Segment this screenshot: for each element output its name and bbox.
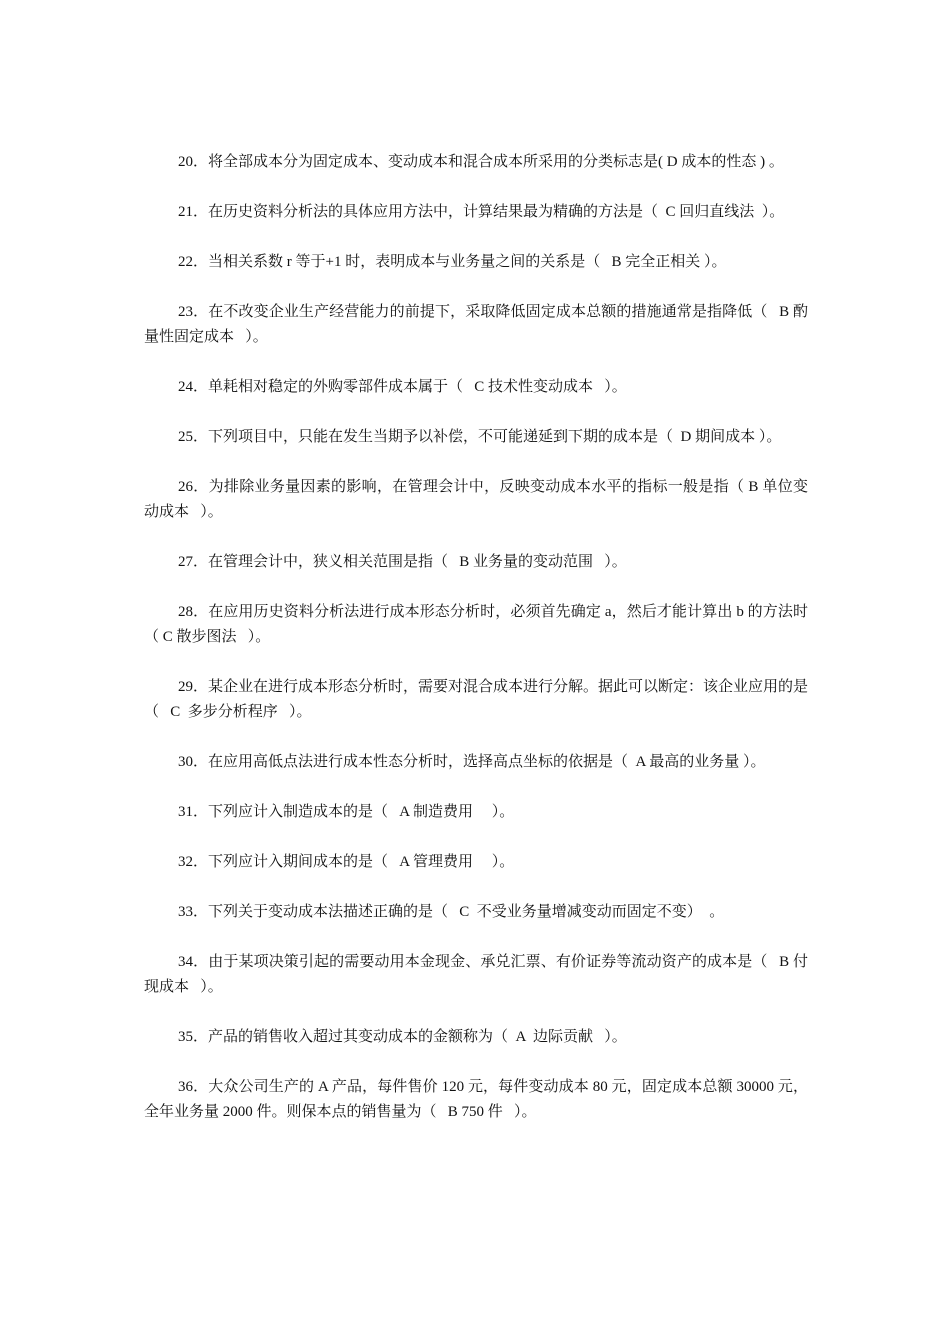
question-28: 28．在应用历史资料分析法进行成本形态分析时，必须首先确定 a，然后才能计算出 b 的方法时（ C 散步图法 ）。 [144,604,808,645]
question-25: 25．下列项目中，只能在发生当期予以补偿，不可能递延到下期的成本是（ D 期间成本 ）。 [178,429,782,445]
question-23: 23．在不改变企业生产经营能力的前提下，采取降低固定成本总额的措施通常是指降低（ B 酌量性固定成本 ）。 [144,304,808,345]
question-27: 27．在管理会计中，狭义相关范围是指（ B 业务量的变动范围 ）。 [178,554,627,570]
question-29: 29．某企业在进行成本形态分析时，需要对混合成本进行分解。据此可以断定：该企业应用的是（ C 多步分析程序 ）。 [144,679,809,720]
question-21: 21．在历史资料分析法的具体应用方法中，计算结果最为精确的方法是（ C 回归直线法 ）。 [178,204,785,220]
question-24: 24．单耗相对稳定的外购零部件成本属于（ C 技术性变动成本 ）。 [178,379,627,395]
question-20: 20．将全部成本分为固定成本、变动成本和混合成本所采用的分类标志是( D 成本的性态 ) 。 [178,154,784,170]
question-31: 31．下列应计入制造成本的是（ A 制造费用 ）。 [178,804,515,820]
question-34: 34．由于某项决策引起的需要动用本金现金、承兑汇票、有价证券等流动资产的成本是（ B 付现成本 ）。 [144,954,808,995]
question-32: 32．下列应计入期间成本的是（ A 管理费用 ）。 [178,854,515,870]
question-30: 30．在应用高低点法进行成本性态分析时，选择高点坐标的依据是（ A 最高的业务量 ）。 [178,754,766,770]
question-35: 35．产品的销售收入超过其变动成本的金额称为（ A 边际贡献 ）。 [178,1029,627,1045]
question-list [144,150,808,1150]
question-22: 22．当相关系数 r 等于+1 时，表明成本与业务量之间的关系是（ B 完全正相关 ）。 [178,254,727,270]
question-36: 36．大众公司生产的 A 产品，每件售价 120 元，每件变动成本 80 元，固定成本总额 30000 元，全年业务量 2000 件。则保本点的销售量为（ B 750 件 ）。 [144,1079,808,1120]
question-26: 26．为排除业务量因素的影响，在管理会计中，反映变动成本水平的指标一般是指（ B 单位变动成本 ）。 [144,479,808,520]
question-33: 33．下列关于变动成本法描述正确的是（ C 不受业务量增减变动而固定不变） 。 [178,904,725,920]
